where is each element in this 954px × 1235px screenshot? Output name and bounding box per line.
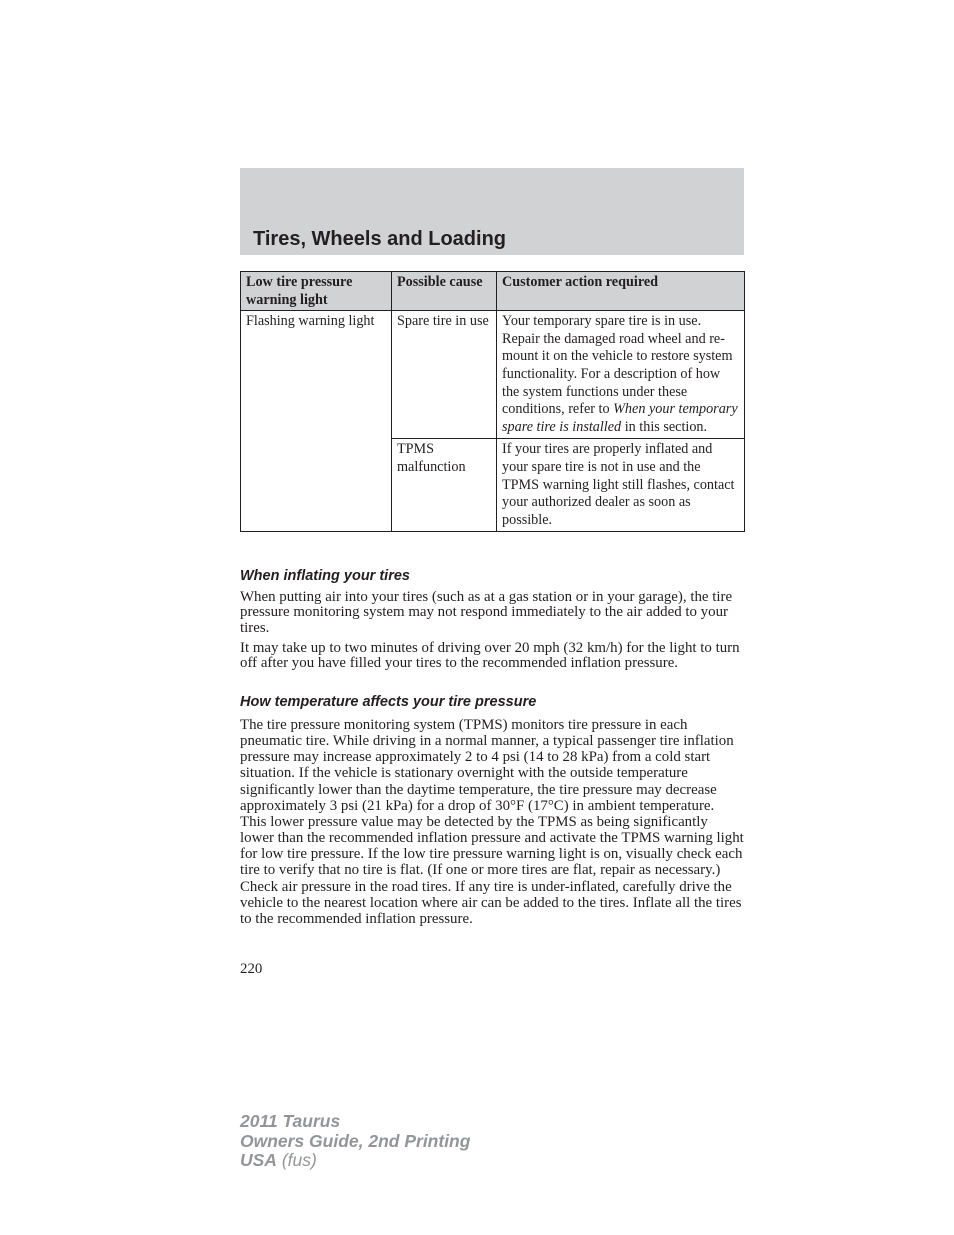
tpms-warning-table [240,271,745,532]
footer-model: 2011 Taurus [240,1111,341,1131]
footer-region: USA (fus) [240,1150,317,1170]
document-footer [240,1112,470,1171]
column-header-customer-action: Customer action required [497,272,745,311]
action-text-tail: in this section. [621,418,708,435]
section-title: Tires, Wheels and Loading [253,228,507,250]
table-header-row [241,272,745,311]
cross-reference: When your temporary spare tire is installed [502,401,738,435]
subheading-inflating-tires: When inflating your tires [240,568,410,584]
action-text: Your temporary spare tire is in use. Repair the damaged road wheel and re-mount it on the vehicle to restore system functionality. For a description of how the system functions under these conditions, refer to [502,313,733,418]
column-header-possible-cause: Possible cause [392,272,497,311]
subheading-temperature-pressure: How temperature affects your tire pressure [240,694,537,710]
table-row [241,311,745,439]
warning-light-cell-continued [241,439,392,532]
column-header-warning-light: Low tire pressure warning light [241,272,392,311]
footer-guide-edition: Owners Guide, 2nd Printing [240,1130,471,1151]
paragraph: When putting air into your tires (such as at a gas station or in your garage), the tire pressure monitoring system may not respond immediately to the air added to your tires. [240,589,733,636]
paragraph: It may take up to two minutes of driving over 20 mph (32 km/h) for the light to turn off after you have filled your tires to the recommended inflation pressure. [240,640,740,672]
possible-cause-cell: TPMS malfunction [392,439,497,532]
warning-light-cell: Flashing warning light [241,311,392,439]
table-row [241,439,745,532]
customer-action-cell [497,311,745,439]
possible-cause-cell: Spare tire in use [392,311,497,439]
paragraph: The tire pressure monitoring system (TPMS) monitors tire pressure in each pneumatic tire. While driving in a normal manner, a typical passenger tire inflation pressure may increase approximately 2 to 4 psi (14 to 28 kPa) from a cold start situation. If the vehicle is stationary overnight with the outside temperature significantly lower than the daytime temperature, the tire pressure may decrease approximately 3 psi (21 kPa) for a drop of 30°F (17°C) in ambient temperature. This lower pressure value may be detected by the TPMS as being significantly lower than the recommended inflation pressure and activate the TPMS warning light for low tire pressure. If the low tire pressure warning light is on, visually check each tire to verify that no tire is flat. (If one or more tires are flat, repair as necessary.) Check air pressure in the road tires. If any tire is under-inflated, carefully drive the vehicle to the nearest location where air can be added to the tires. Inflate all the tires to the recommended inflation pressure. [240,717,744,927]
page-number: 220 [240,961,263,977]
customer-action-cell: If your tires are properly inflated and your spare tire is not in use and the TPMS warning light still flashes, contact your authorized dealer as soon as possible. [497,439,745,532]
